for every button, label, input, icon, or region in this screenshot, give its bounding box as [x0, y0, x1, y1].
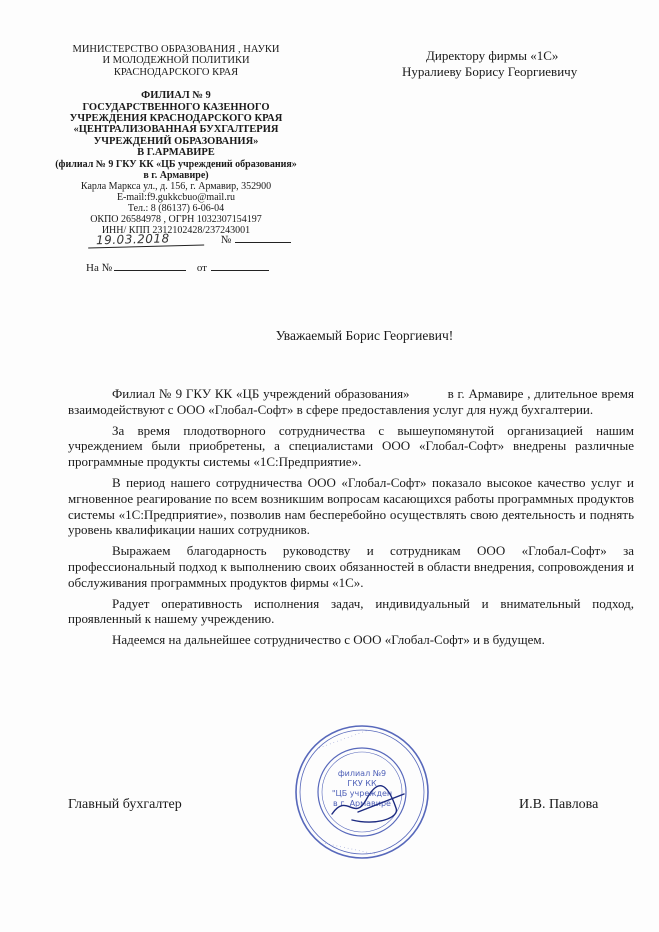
paragraph: Радует оперативность исполнения задач, индивидуальный и внимательный подход, проявленный к нашему учреждению. — [68, 595, 634, 627]
ref-date-blank — [211, 270, 269, 271]
ministry-line: КРАСНОДАРСКОГО КРАЯ — [113, 66, 239, 78]
phone-line: Тел.: 8 (86137) 6-06-04 — [127, 202, 225, 214]
greeting: Уважаемый Борис Георгиевич! — [275, 328, 454, 343]
seal-line: "ЦБ учрежден — [331, 789, 393, 798]
seal-line: ГКУ КК — [347, 779, 377, 788]
svg-text:· · · · · · · · · · · · · ·: · · · · · · · · · · · · · · — [323, 840, 376, 858]
org-line: УЧРЕЖДЕНИЯ КРАСНОДАРСКОГО КРАЯ — [69, 113, 283, 125]
org-line: ФИЛИАЛ № 9 — [141, 90, 211, 102]
seal-line: филиал №9 — [337, 769, 387, 778]
official-seal — [292, 722, 432, 862]
org-line: УЧРЕЖДЕНИЙ ОБРАЗОВАНИЯ» — [93, 135, 259, 147]
outgoing-date-number — [88, 232, 291, 247]
handwritten-date: 19.03.2018 — [88, 230, 204, 248]
seal-line: в г. Армавире — [333, 799, 391, 808]
letterhead — [40, 44, 312, 236]
org-line: ГОСУДАРСТВЕННОГО КАЗЕННОГО — [82, 101, 270, 113]
paragraph: В период нашего сотрудничества ООО «Глобал-Софт» показало высокое качество услуг и мгновенное реагирование по всем возникшим вопросам касающихся работы программных продуктов системы «1С:Предприятие», позволив нам бесперебойно осуществлять свою деятельность и поднять уровень квалификации наших сотрудников. — [68, 474, 634, 538]
paragraph: Выражаем благодарность руководству и сотрудникам ООО «Глобал-Софт» за профессиональный подход к выполнению своих обязанностей в области внедрения, сопровождения и обслуживания программных продуктов фирмы «1С». — [68, 543, 634, 590]
ministry-line: МИНИСТЕРСТВО ОБРАЗОВАНИЯ , НАУКИ — [72, 44, 280, 55]
reference-line — [86, 262, 269, 274]
ref-label: На № — [86, 262, 113, 274]
inn-line: ИНН/ КПП 2312102428/237243001 — [101, 224, 251, 236]
address-block — [40, 181, 312, 236]
paragraph: За время плодотворного сотрудничества с вышеупомянутой организацией нашим учреждением были приобретены, а специалистами ООО «Глобал-Софт» внедрены различные программные продукты системы «1С:Предприятие». — [68, 422, 634, 470]
signatory-name: И.В. Павлова — [519, 797, 599, 812]
ref-from-label: от — [196, 262, 207, 274]
recipient-block — [402, 48, 632, 80]
number-blank — [235, 242, 291, 243]
recipient-position: Директору фирмы «1С» — [426, 48, 559, 63]
signatory-position: Главный бухгалтер — [68, 797, 182, 812]
org-line: «ЦЕНТРАЛИЗОВАННАЯ БУХГАЛТЕРИЯ — [73, 124, 279, 136]
paragraph: Надеемся на дальнейшее сотрудничество с ООО «Глобал-Софт» и в будущем. — [112, 632, 545, 648]
number-label: № — [220, 234, 232, 246]
org-short-name-city: в г. Армавире) — [143, 169, 209, 181]
okpo-line: ОКПО 26584978 , ОГРН 1032307154197 — [90, 213, 262, 225]
paragraph: Филиал № 9 ГКУ КК «ЦБ учреждений образования» в г. Армавире , длительное время взаимодействуют с ООО «Глобал-Софт» в сфере предоставления услуг для нужд бухгалтерии. — [68, 386, 638, 417]
address-line: Карла Маркса ул., д. 156, г. Армавир, 352900 — [80, 180, 272, 192]
svg-text:· · · · · · · · · · · · · ·: · · · · · · · · · · · · · · — [317, 727, 369, 752]
ministry-block — [40, 44, 312, 78]
email-line: E-mail:f9.gukkcbuo@mail.ru — [116, 191, 236, 203]
letter-body — [68, 386, 638, 648]
organization-block — [40, 90, 312, 180]
ref-number-blank — [114, 270, 186, 271]
recipient-name: Нуралиеву Борису Георгиевичу — [402, 64, 578, 79]
org-line: В Г.АРМАВИРЕ — [137, 147, 215, 159]
ministry-line: И МОЛОДЕЖНОЙ ПОЛИТИКИ — [102, 55, 250, 67]
org-short-name: (филиал № 9 ГКУ КК «ЦБ учреждений образования» — [55, 158, 297, 170]
